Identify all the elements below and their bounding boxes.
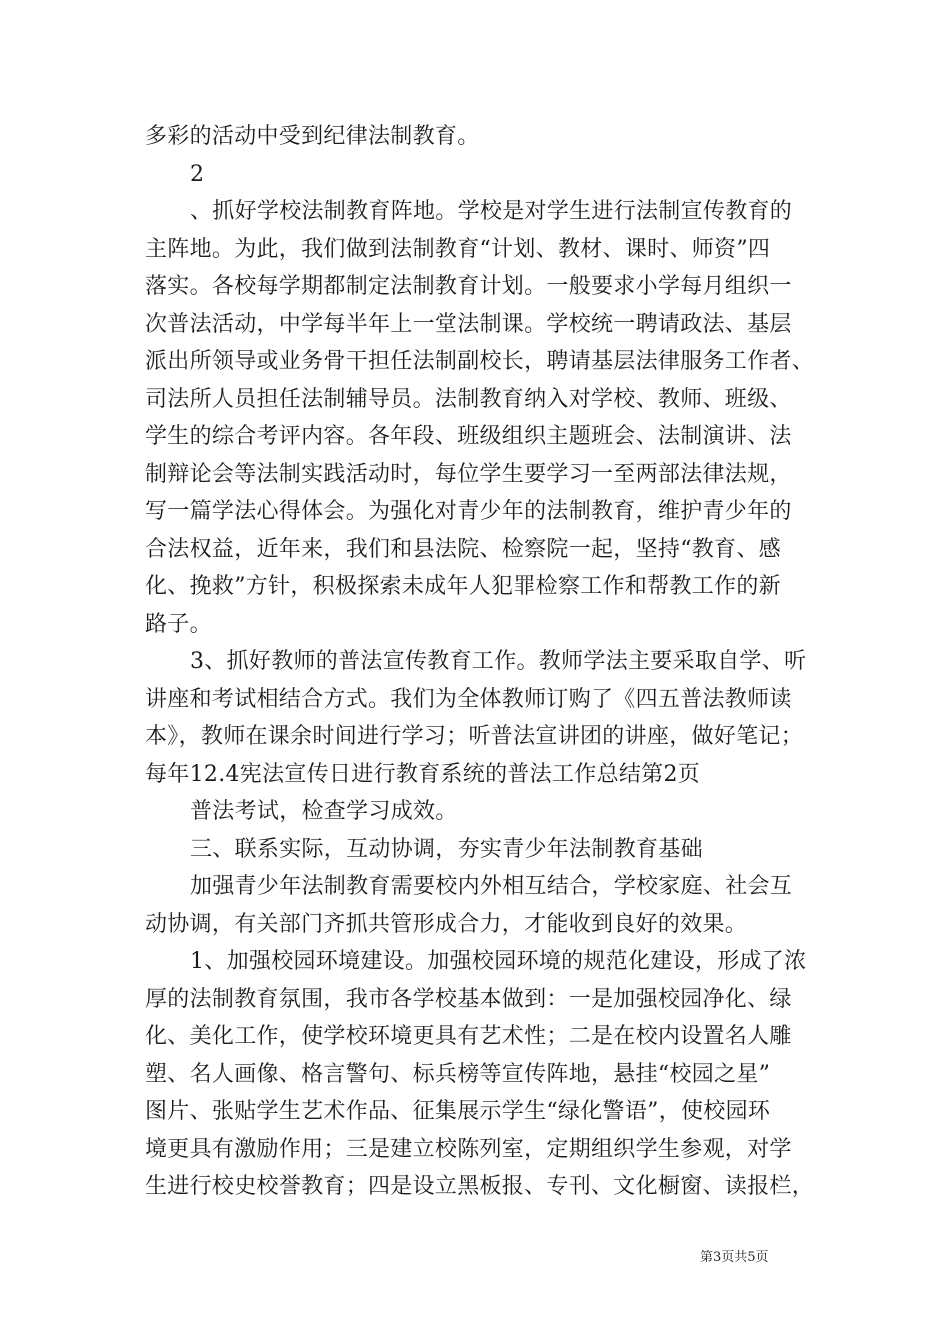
- document-body: [145, 118, 820, 1206]
- text-line: 图片、张贴学生艺术作品、征集展示学生“绿化警语”，使校园环: [145, 1099, 771, 1124]
- text-line: 、抓好学校法制教育阵地。学校是对学生进行法制宣传教育的: [190, 199, 793, 224]
- text-line: 塑、名人画像、格言警句、标兵榜等宣传阵地，悬挂“校园之星”: [145, 1061, 771, 1087]
- text-line: 境更具有激励作用；三是建立校陈列室，定期组织学生参观，对学: [145, 1136, 792, 1162]
- text-line: 化、挽救”方针，积极探索未成年人犯罪检察工作和帮教工作的新: [145, 574, 781, 599]
- text-line: 动协调，有关部门齐抓共管形成合力，才能收到良好的效果。: [145, 911, 748, 937]
- text-line: 本》，教师在课余时间进行学习；听普法宣讲团的讲座，做好笔记；: [145, 724, 804, 749]
- text-line: 合法权益，近年来，我们和县法院、检察院一起，坚持“教育、感: [145, 536, 781, 562]
- text-line: 派出所领导或业务骨干担任法制副校长，聘请基层法律服务工作者、: [145, 349, 815, 374]
- text-line: 路子。: [145, 611, 212, 637]
- text-line: 生进行校史校誉教育；四是设立黑板报、专刊、文化橱窗、读报栏，: [145, 1174, 815, 1199]
- text-line: 加强青少年法制教育需要校内外相互结合，学校家庭、社会互: [190, 874, 793, 899]
- text-line: 次普法活动，中学每半年上一堂法制课。学校统一聘请政法、基层: [145, 311, 792, 337]
- text-line: 厚的法制教育氛围，我市各学校基本做到：一是加强校园净化、绿: [145, 986, 792, 1012]
- text-line: 普法考试，检查学习成效。: [190, 799, 458, 824]
- text-line: 3、抓好教师的普法宣传教育工作。教师学法主要采取自学、听: [190, 649, 807, 674]
- text-line: 学生的综合考评内容。各年段、班级组织主题班会、法制演讲、法: [145, 424, 792, 449]
- page-footer: 第3页共5页: [700, 1250, 769, 1265]
- text-line: 主阵地。为此，我们做到法制教育“计划、教材、课时、师资”四: [145, 236, 771, 262]
- text-line: 多彩的活动中受到纪律法制教育。: [145, 124, 480, 149]
- text-line: 落实。各校每学期都制定法制教育计划。一般要求小学每月组织一: [145, 274, 792, 299]
- text-line: 司法所人员担任法制辅导员。法制教育纳入对学校、教师、班级、: [145, 386, 792, 412]
- text-line: 1、加强校园环境建设。加强校园环境的规范化建设，形成了浓: [190, 949, 807, 974]
- text-line: 2: [190, 161, 205, 187]
- text-line: 制辩论会等法制实践活动时，每位学生要学习一至两部法律法规，: [145, 461, 792, 487]
- text-line: 写一篇学法心得体会。为强化对青少年的法制教育，维护青少年的: [145, 499, 792, 524]
- text-line: 化、美化工作，使学校环境更具有艺术性；二是在校内设置名人雕: [145, 1024, 792, 1049]
- text-line: 讲座和考试相结合方式。我们为全体教师订购了《四五普法教师读: [145, 686, 792, 712]
- text-line: 每年12.4宪法宣传日进行教育系统的普法工作总结第2页: [145, 761, 701, 787]
- text-line: 三、联系实际，互动协调，夯实青少年法制教育基础: [190, 836, 703, 862]
